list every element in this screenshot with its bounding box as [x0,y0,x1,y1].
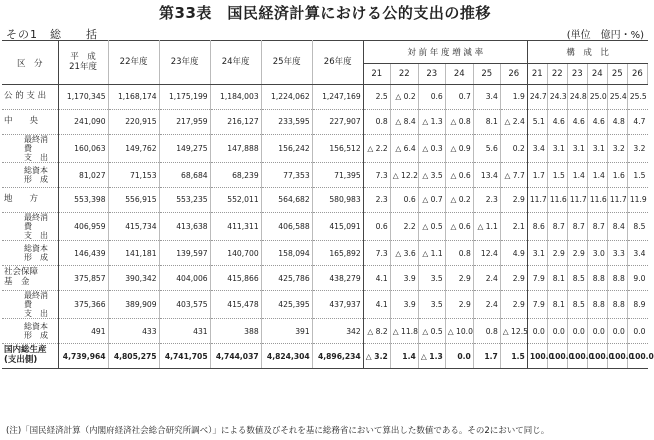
table-row [2,212,648,241]
composition-cell: 5.1 [527,109,547,134]
composition-cell: 100.0 [567,344,587,369]
change-cell: 7.3 [363,163,390,188]
unit-label: (単位 億円・%) [566,30,644,41]
header-composition-year: 21 [527,64,547,85]
composition-cell: 100.0 [587,344,607,369]
header-category: 区 分 [2,41,58,85]
header-composition-year: 24 [587,64,607,85]
composition-cell: 24.8 [567,85,587,110]
table-row [2,266,648,291]
composition-cell: 0.0 [587,319,607,344]
value-cell: 149,275 [159,134,210,163]
composition-cell: 3.1 [587,134,607,163]
value-cell: 156,242 [261,134,312,163]
composition-cell: 8.5 [567,290,587,319]
composition-cell: 7.9 [527,266,547,291]
change-cell: 2.9 [445,290,473,319]
composition-cell: 1.5 [627,163,647,188]
value-cell: 1,184,003 [210,85,261,110]
header-year: 26年度 [312,41,363,85]
table-row [2,85,648,110]
change-cell: 0.0 [445,344,473,369]
change-cell: 0.8 [363,109,390,134]
value-cell: 375,857 [58,266,108,291]
value-cell: 411,311 [210,212,261,241]
value-cell: 1,224,062 [261,85,312,110]
change-cell: 0.8 [445,241,473,266]
value-cell: 375,366 [58,290,108,319]
table-row [2,290,648,319]
composition-cell: 3.1 [567,134,587,163]
table-row [2,344,648,369]
value-cell: 147,888 [210,134,261,163]
change-cell: 0.2 [500,134,527,163]
table-row [2,187,648,212]
composition-cell: 2.9 [567,241,587,266]
public-expenditure-table [2,40,654,369]
header-composition-year: 23 [567,64,587,85]
change-cell: △ 0.6 [445,163,473,188]
value-cell: 403,575 [159,290,210,319]
value-cell: 415,478 [210,290,261,319]
change-cell: △ 0.7 [418,187,445,212]
change-cell: △ 1.3 [418,109,445,134]
change-cell: 1.9 [500,85,527,110]
value-cell: 425,786 [261,266,312,291]
composition-cell: 0.0 [607,319,627,344]
change-cell: 2.9 [500,290,527,319]
composition-cell: 8.5 [567,266,587,291]
value-cell: 552,011 [210,187,261,212]
composition-cell: 11.6 [547,187,567,212]
composition-cell: 2.9 [547,241,567,266]
value-cell: 149,762 [108,134,159,163]
change-cell: △ 3.5 [418,163,445,188]
composition-cell: 11.7 [567,187,587,212]
value-cell: 389,909 [108,290,159,319]
value-cell: 415,866 [210,266,261,291]
composition-cell: 0.0 [547,319,567,344]
composition-cell: 4.6 [567,109,587,134]
value-cell: 4,824,304 [261,344,312,369]
composition-cell: 8.8 [587,290,607,319]
composition-cell: 4.8 [607,109,627,134]
composition-cell: 8.6 [527,212,547,241]
header-composition-year: 22 [547,64,567,85]
table-row [2,241,648,266]
change-cell: 0.7 [445,85,473,110]
table-row [2,109,648,134]
change-cell: 0.6 [418,85,445,110]
value-cell: 4,744,037 [210,344,261,369]
change-cell: 2.9 [500,187,527,212]
composition-cell: 3.1 [527,241,547,266]
change-cell: △ 0.9 [445,134,473,163]
change-cell: 12.4 [473,241,500,266]
value-cell: 4,739,964 [58,344,108,369]
change-cell: △ 8.4 [390,109,418,134]
value-cell: 1,170,345 [58,85,108,110]
change-cell: △ 12.2 [390,163,418,188]
header-composition-year: 26 [627,64,647,85]
composition-cell: 1.4 [567,163,587,188]
composition-cell: 4.6 [547,109,567,134]
change-cell: 2.5 [363,85,390,110]
change-cell: △ 12.5 [500,319,527,344]
composition-cell: 100.0 [627,344,647,369]
change-cell: 3.5 [418,266,445,291]
value-cell: 491 [58,319,108,344]
value-cell: 1,175,199 [159,85,210,110]
change-cell: △ 7.7 [500,163,527,188]
composition-cell: 7.9 [527,290,547,319]
value-cell: 553,235 [159,187,210,212]
change-cell: 2.3 [363,187,390,212]
composition-cell: 11.6 [587,187,607,212]
header-change-year: 26 [500,64,527,85]
table-row [2,134,648,163]
change-cell: 3.9 [390,290,418,319]
value-cell: 431 [159,319,210,344]
composition-cell: 0.0 [627,319,647,344]
composition-cell: 3.4 [627,241,647,266]
composition-cell: 0.0 [527,319,547,344]
change-cell: 0.8 [473,319,500,344]
composition-cell: 8.7 [547,212,567,241]
change-cell: △ 0.3 [418,134,445,163]
change-cell: △ 0.2 [445,187,473,212]
change-cell: △ 6.4 [390,134,418,163]
value-cell: 388 [210,319,261,344]
composition-cell: 25.0 [587,85,607,110]
change-cell: △ 3.2 [363,344,390,369]
change-cell: △ 2.2 [363,134,390,163]
value-cell: 4,741,705 [159,344,210,369]
change-cell: △ 0.2 [390,85,418,110]
composition-cell: 8.1 [547,290,567,319]
composition-cell: 11.9 [627,187,647,212]
value-cell: 4,805,275 [108,344,159,369]
value-cell: 564,682 [261,187,312,212]
composition-cell: 100.0 [547,344,567,369]
composition-cell: 100.0 [527,344,547,369]
composition-cell: 8.5 [627,212,647,241]
change-cell: 2.9 [445,266,473,291]
composition-cell: 24.7 [527,85,547,110]
composition-cell: 1.4 [587,163,607,188]
value-cell: 140,700 [210,241,261,266]
value-cell: 342 [312,319,363,344]
value-cell: 165,892 [312,241,363,266]
composition-cell: 100.0 [607,344,627,369]
header-change-year: 22 [390,64,418,85]
change-cell: 2.3 [473,187,500,212]
composition-cell: 1.5 [547,163,567,188]
value-cell: 217,959 [159,109,210,134]
value-cell: 160,063 [58,134,108,163]
header-composition-group: 構 成 比 [527,41,647,64]
value-cell: 556,915 [108,187,159,212]
row-label: 最終消費 支 出 [2,290,58,319]
header-year: 22年度 [108,41,159,85]
row-label: 総資本 形 成 [2,163,58,188]
composition-cell: 1.6 [607,163,627,188]
value-cell: 141,181 [108,241,159,266]
row-label: 総資本 形 成 [2,319,58,344]
composition-cell: 8.8 [587,266,607,291]
change-cell: 2.4 [473,290,500,319]
change-cell: 0.6 [363,212,390,241]
value-cell: 415,091 [312,212,363,241]
change-cell: 3.5 [418,290,445,319]
composition-cell: 8.8 [607,266,627,291]
value-cell: 580,983 [312,187,363,212]
composition-cell: 11.7 [527,187,547,212]
composition-cell: 24.3 [547,85,567,110]
table-title: 第33表 国民経済計算における公的支出の推移 [159,4,491,22]
value-cell: 425,395 [261,290,312,319]
row-label: 社会保障 基 金 [2,266,58,291]
change-cell: △ 0.5 [418,319,445,344]
composition-cell: 8.8 [607,290,627,319]
header-composition-year: 25 [607,64,627,85]
value-cell: 406,959 [58,212,108,241]
value-cell: 216,127 [210,109,261,134]
value-cell: 71,395 [312,163,363,188]
composition-cell: 3.3 [607,241,627,266]
value-cell: 156,512 [312,134,363,163]
table-subtitle: その1 総 括 [6,28,98,41]
value-cell: 158,094 [261,241,312,266]
value-cell: 220,915 [108,109,159,134]
header-change-group: 対 前 年 度 増 減 率 [363,41,527,64]
change-cell: 1.5 [500,344,527,369]
header-change-year: 24 [445,64,473,85]
header-change-year: 23 [418,64,445,85]
composition-cell: 3.2 [607,134,627,163]
change-cell: 0.6 [390,187,418,212]
header-year: 23年度 [159,41,210,85]
composition-cell: 25.4 [607,85,627,110]
value-cell: 415,734 [108,212,159,241]
composition-cell: 3.4 [527,134,547,163]
change-cell: △ 11.8 [390,319,418,344]
change-cell: 1.7 [473,344,500,369]
change-cell: 8.1 [473,109,500,134]
change-cell: △ 0.5 [418,212,445,241]
change-cell: 3.9 [390,266,418,291]
composition-cell: 3.1 [547,134,567,163]
header-change-year: 25 [473,64,500,85]
row-label: 最終消費 支 出 [2,134,58,163]
composition-cell: 25.5 [627,85,647,110]
value-cell: 241,090 [58,109,108,134]
composition-cell: 3.2 [627,134,647,163]
change-cell: 4.1 [363,290,390,319]
composition-cell: 8.7 [587,212,607,241]
row-label: 国内総生産 (支出側) [2,344,58,369]
value-cell: 391 [261,319,312,344]
row-label: 中 央 [2,109,58,134]
change-cell: 2.2 [390,212,418,241]
change-cell: △ 1.1 [473,212,500,241]
value-cell: 4,896,234 [312,344,363,369]
change-cell: △ 0.6 [445,212,473,241]
composition-cell: 9.0 [627,266,647,291]
composition-cell: 0.0 [567,319,587,344]
change-cell: △ 2.4 [500,109,527,134]
footnote: (注)「国民経済計算（内閣府経済社会総合研究所調べ）」による数値及びそれを基に総務省において算出した数値である。その2において同じ。 [6,426,550,436]
row-label: 最終消費 支 出 [2,212,58,241]
value-cell: 437,937 [312,290,363,319]
value-cell: 404,006 [159,266,210,291]
row-label: 公 的 支 出 [2,85,58,110]
value-cell: 68,239 [210,163,261,188]
change-cell: △ 8.2 [363,319,390,344]
composition-cell: 8.4 [607,212,627,241]
value-cell: 68,684 [159,163,210,188]
value-cell: 413,638 [159,212,210,241]
composition-cell: 11.7 [607,187,627,212]
value-cell: 146,439 [58,241,108,266]
value-cell: 139,597 [159,241,210,266]
composition-cell: 8.9 [627,290,647,319]
header-change-year: 21 [363,64,390,85]
change-cell: △ 1.3 [418,344,445,369]
change-cell: 1.4 [390,344,418,369]
value-cell: 390,342 [108,266,159,291]
change-cell: △ 3.6 [390,241,418,266]
change-cell: 2.4 [473,266,500,291]
change-cell: △ 10.0 [445,319,473,344]
change-cell: 2.1 [500,212,527,241]
header-year: 平 成 21年度 [58,41,108,85]
change-cell: 4.9 [500,241,527,266]
composition-cell: 8.7 [567,212,587,241]
change-cell: 2.9 [500,266,527,291]
header-year: 24年度 [210,41,261,85]
change-cell: △ 1.1 [418,241,445,266]
composition-cell: 8.1 [547,266,567,291]
composition-cell: 4.6 [587,109,607,134]
change-cell: 3.4 [473,85,500,110]
change-cell: 4.1 [363,266,390,291]
row-label: 総資本 形 成 [2,241,58,266]
change-cell: 5.6 [473,134,500,163]
value-cell: 553,398 [58,187,108,212]
value-cell: 1,168,174 [108,85,159,110]
composition-cell: 3.0 [587,241,607,266]
value-cell: 1,247,169 [312,85,363,110]
change-cell: 7.3 [363,241,390,266]
table-row [2,163,648,188]
value-cell: 77,353 [261,163,312,188]
change-cell: 13.4 [473,163,500,188]
value-cell: 71,153 [108,163,159,188]
composition-cell: 4.7 [627,109,647,134]
table-row [2,319,648,344]
value-cell: 81,027 [58,163,108,188]
header-year: 25年度 [261,41,312,85]
change-cell: △ 0.8 [445,109,473,134]
value-cell: 406,588 [261,212,312,241]
value-cell: 233,595 [261,109,312,134]
value-cell: 433 [108,319,159,344]
value-cell: 438,279 [312,266,363,291]
value-cell: 227,907 [312,109,363,134]
row-label: 地 方 [2,187,58,212]
composition-cell: 1.7 [527,163,547,188]
